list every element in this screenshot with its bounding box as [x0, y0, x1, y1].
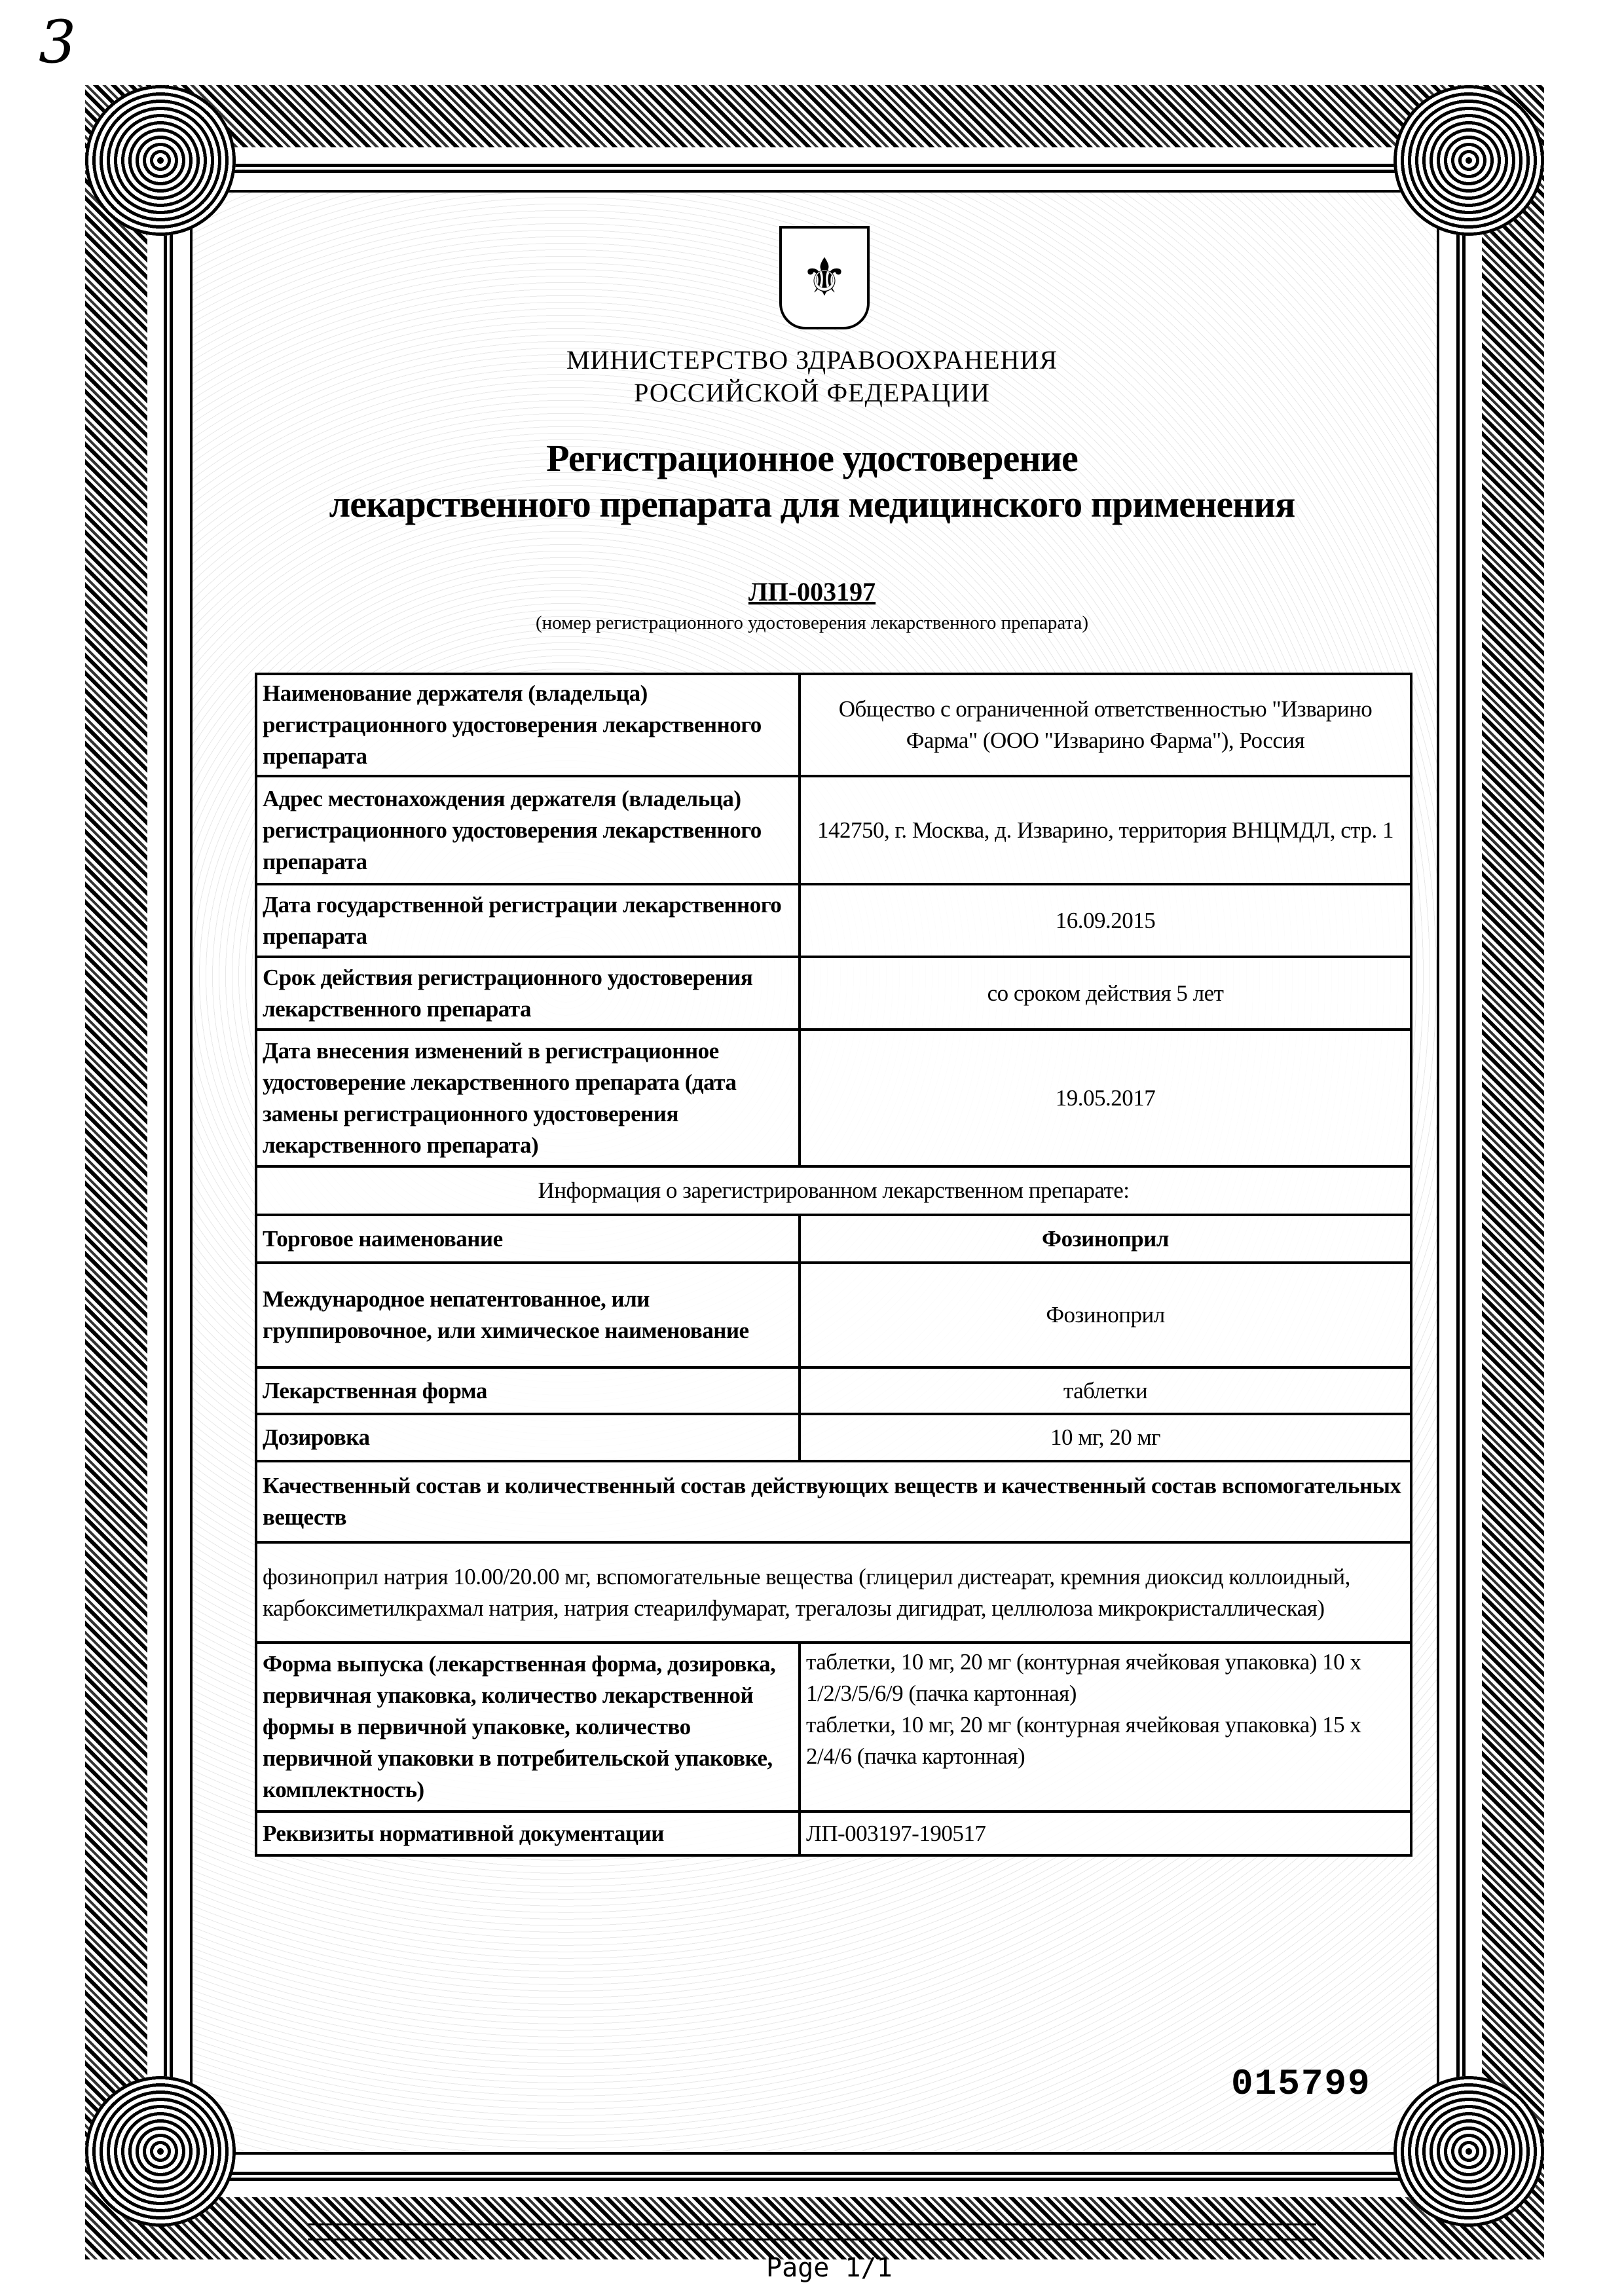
row-value: таблетки [800, 1367, 1411, 1414]
row-label: Лекарственная форма [256, 1367, 800, 1414]
printer-imprint-strip [308, 2223, 1316, 2240]
ministry-line: МИНИСТЕРСТВО ЗДРАВООХРАНЕНИЯ [566, 345, 1058, 375]
title-line: Регистрационное удостоверение [546, 437, 1078, 479]
row-value [800, 1643, 1411, 1811]
composition-text: фозиноприл натрия 10.00/20.00 мг, вспомогательные вещества (глицерил дистеарат, кремния диоксид коллоидный, карбоксиметилкрахмал натрия, натрия стеарилфумарат, трегалозы дигидрат, целлюлоза микрокристаллическая) [256, 1542, 1411, 1643]
ministry-line: РОССИЙСКОЙ ФЕДЕРАЦИИ [634, 378, 990, 407]
row-label: Дозировка [256, 1414, 800, 1461]
release-form-line: таблетки, 10 мг, 20 мг (контурная ячейковая упаковка) 15 х 2/4/6 (пачка картонная) [806, 1712, 1361, 1769]
corner-rosette [1393, 2076, 1544, 2227]
table-row [256, 1166, 1411, 1215]
row-value: со сроком действия 5 лет [800, 957, 1411, 1030]
registration-number-caption: (номер регистрационного удостоверения лекарственного препарата) [535, 612, 1089, 633]
table-row [256, 1414, 1411, 1461]
row-value: 10 мг, 20 мг [800, 1414, 1411, 1461]
row-value: Общество с ограниченной ответственностью "Изварино Фарма" (ООО "Изварино Фарма"), Россия [800, 674, 1411, 776]
table-row [256, 1263, 1411, 1367]
row-label: Реквизиты нормативной документации [256, 1811, 800, 1855]
table-row [256, 884, 1411, 957]
table-row [256, 674, 1411, 776]
table-row [256, 1215, 1411, 1263]
page-indicator: Page 1/1 [766, 2253, 893, 2283]
row-label: Дата внесения изменений в регистрационное удостоверение лекарственного препарата (дата замены регистрационного удостоверения лекарственного препарата) [256, 1030, 800, 1166]
table-row [256, 957, 1411, 1030]
document-title [196, 436, 1428, 527]
row-value: Фозиноприл [800, 1263, 1411, 1367]
title-line: лекарственного препарата для медицинского применения [329, 483, 1295, 525]
corner-rosette [85, 2076, 236, 2227]
row-label: Форма выпуска (лекарственная форма, дозировка, первичная упаковка, количество лекарственной формы в первичной упаковке, количество первичной упаковки в потребительской упаковке, комплектность) [256, 1643, 800, 1811]
corner-rosette [85, 85, 236, 236]
row-value: 19.05.2017 [800, 1030, 1411, 1166]
row-label: Международное непатентованное, или группировочное, или химическое наименование [256, 1263, 800, 1367]
row-value: 142750, г. Москва, д. Изварино, территория ВНЦМДЛ, стр. 1 [800, 776, 1411, 884]
row-label: Торговое наименование [256, 1215, 800, 1263]
row-label: Наименование держателя (владельца) регистрационного удостоверения лекарственного препарата [256, 674, 800, 776]
ministry-name [196, 344, 1428, 409]
row-label: Дата государственной регистрации лекарственного препарата [256, 884, 800, 957]
corner-rosette [1393, 85, 1544, 236]
row-label: Адрес местонахождения держателя (владельца) регистрационного удостоверения лекарственного препарата [256, 776, 800, 884]
table-row [256, 1461, 1411, 1542]
table-row [256, 776, 1411, 884]
coat-of-arms-icon: ⚜ [779, 226, 870, 329]
row-label: Срок действия регистрационного удостоверения лекарственного препарата [256, 957, 800, 1030]
table-row [256, 1643, 1411, 1811]
serial-number: 015799 [1231, 2063, 1371, 2105]
row-value: Фозиноприл [800, 1215, 1411, 1263]
table-row [256, 1030, 1411, 1166]
composition-header: Качественный состав и количественный состав действующих веществ и качественный состав вспомогательных веществ [256, 1461, 1411, 1542]
info-header: Информация о зарегистрированном лекарственном препарате: [256, 1166, 1411, 1215]
row-value: 16.09.2015 [800, 884, 1411, 957]
table-row [256, 1367, 1411, 1414]
registration-number [196, 576, 1428, 607]
handwritten-page-mark: 3 [36, 10, 79, 75]
table-row [256, 1542, 1411, 1643]
row-value: ЛП-003197-190517 [800, 1811, 1411, 1855]
release-form-line: таблетки, 10 мг, 20 мг (контурная ячейковая упаковка) 10 х 1/2/3/5/6/9 (пачка картонная) [806, 1649, 1361, 1706]
table-row [256, 1811, 1411, 1855]
certificate-table [255, 673, 1412, 1857]
registration-number-text: ЛП-003197 [748, 577, 876, 606]
